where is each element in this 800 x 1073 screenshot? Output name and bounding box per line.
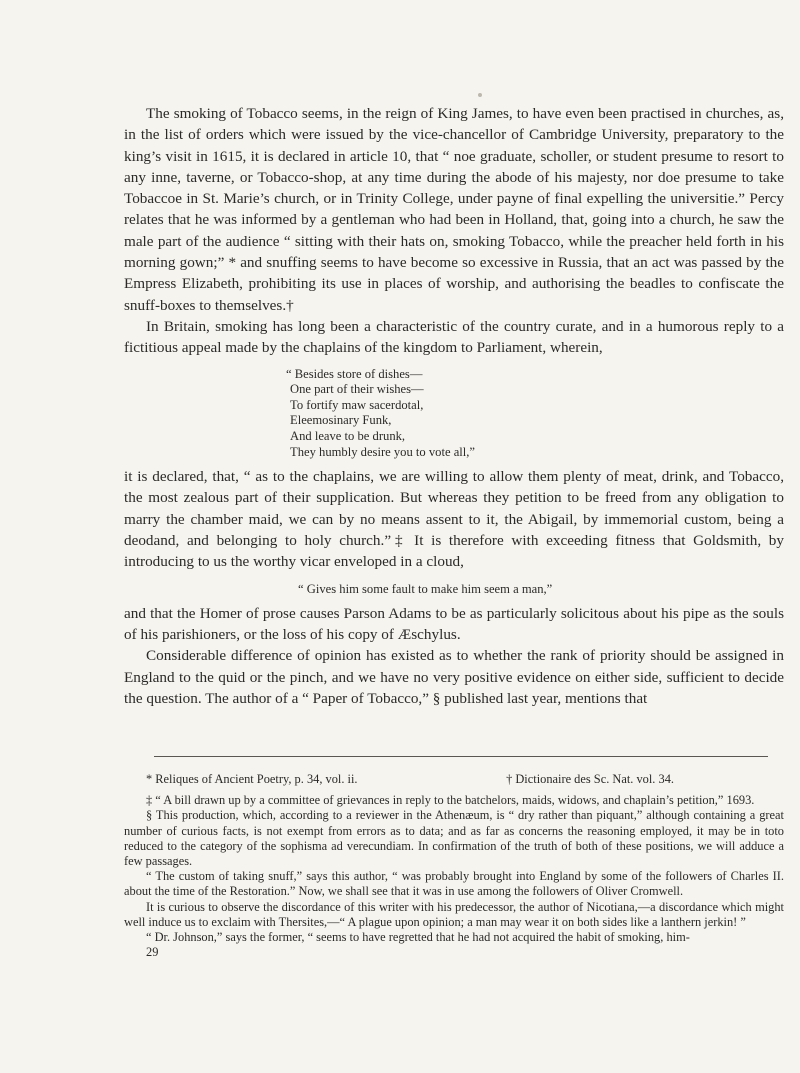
verse-line: One part of their wishes— [290, 382, 424, 397]
paragraph-1: The smoking of Tobacco seems, in the reign of King James, to have even been practised in churches, as, in the list of orders which were issued by the vice-chancellor of Cambridge University, preparatory to the king’s visit in 1615, it is declared in article 10, that “ noe graduate, scholler, or student presume to resort to any inne, taverne, or Tobacco-shop, at any time during the abode of his majesty, nor doe presume to take Tobaccoe in St. Marie’s church, or in Trinity College, under payne of final expelling the universitie.” Percy relates that he was informed by a gentleman who had been in Holland, that, going into a church, he saw the male part of the audience “ sitting with their hats on, smoking Tobacco, while the preacher held forth in his morning gown;” * and snuffing seems to have become so excessive in Russia, that an act was passed by the Empress Elizabeth, prohibiting its use in places of worship, and authorising the beadles to confiscate the snuff-boxes to themselves.† [124, 105, 784, 314]
footnotes [124, 772, 784, 959]
verse-line: And leave to be drunk, [290, 428, 406, 443]
footnote-star: * Reliques of Ancient Poetry, p. 34, vol. ii. [146, 772, 358, 786]
paragraph-2: In Britain, smoking has long been a characteristic of the country curate, and in a humorous reply to a fictitious appeal made by the chaplains of the kingdom to Parliament, wherein, [124, 317, 784, 357]
footnote-section-4: “ Dr. Johnson,” says the former, “ seems to have regretted that he had not acquired the habit of smoking, him- [146, 930, 690, 945]
verse-line: Eleemosinary Funk, [290, 413, 392, 428]
main-text [124, 103, 784, 709]
footnote-dagger: † Dictionaire des Sc. Nat. vol. 34. [506, 772, 674, 786]
verse-quotation [286, 366, 784, 461]
verse-line: “ Besides store of dishes— [286, 366, 423, 381]
footnote-double-dagger: ‡ “ A bill drawn up by a committee of grievances in reply to the batchelors, maids, widows, and chaplain’s petition,” 1693. [146, 793, 755, 808]
paragraph-5: Considerable difference of opinion has existed as to whether the rank of priority should be assigned in England to the quid or the pinch, and we have no very positive evidence on either side, sufficient to decide the question. The author of a “ Paper of Tobacco,” § published last year, mentions that [124, 647, 784, 707]
paragraph-3: it is declared, that, “ as to the chaplains, we are willing to allow them plenty of meat, drink, and Tobacco, the most zealous part of their supplication. But whereas they petition to be freed from any obligation to marry the chamber maid, we can by no means assent to it, the Abigail, by immemorial custom, being a deodand, and belonging to holy church.”‡ It is therefore with exceeding fitness that Goldsmith, by introducing to us the worthy vicar enveloped in a cloud, [124, 468, 784, 571]
footnote-row [124, 772, 784, 787]
goldsmith-quote: “ Gives him some fault to make him seem a man,” [298, 581, 553, 596]
ink-speck [478, 93, 482, 97]
page-number: 29 [146, 945, 159, 960]
verse-line: They humbly desire you to vote all,” [290, 444, 476, 459]
footnote-section-2: “ The custom of taking snuff,” says this author, “ was probably brought into England by some of the followers of Charles II. about the time of the Restoration.” Now, we shall see that it was in use among the followers of Oliver Cromwell. [124, 869, 784, 899]
verse-line: To fortify maw sacerdotal, [290, 397, 424, 412]
footnote-section-3: It is curious to observe the discordance of this writer with his predecessor, the author of Nicotiana,—a discordance which might well induce us to exclaim with Thersites,—“ A plague upon opinion; a man may wear it on both sides like a lanthern jerkin! ” [124, 899, 784, 929]
footnote-section-1: § This production, which, according to a reviewer in the Athenæum, is “ dry rather than piquant,” although containing a great number of curious facts, is not exempt from errors as to data; and as far as concerns the reasoning employed, it may be in toto reduced to the category of the sophisma ad verecundiam. In confirmation of the truth of both of these positions, we will adduce a few passages. [124, 808, 784, 869]
paragraph-4: and that the Homer of prose causes Parson Adams to be as particularly solicitous about his pipe as the souls of his parishioners, or the loss of his copy of Æschylus. [124, 604, 784, 643]
footnote-divider [154, 756, 768, 757]
